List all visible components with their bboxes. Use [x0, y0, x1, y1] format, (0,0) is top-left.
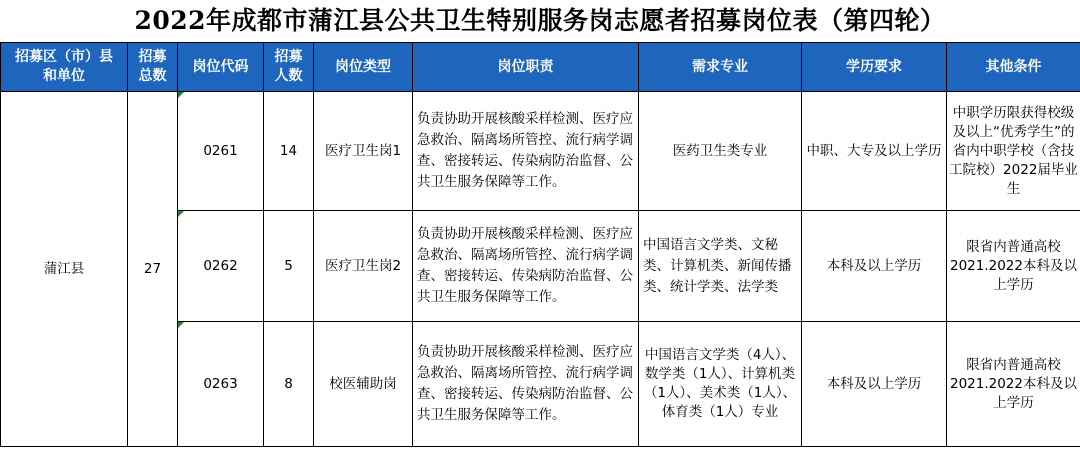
header-type: 岗位类型 — [314, 43, 413, 92]
header-unit — [1, 43, 128, 92]
major-cell: 中国语言文学类、文秘类、计算机类、新闻传播类、统计学类、法学类 — [639, 211, 802, 322]
header-other: 其他条件 — [947, 43, 1080, 92]
duty-cell: 负责协助开展核酸采样检测、医疗应急救治、隔离场所管控、流行病学调查、密接转运、传染病防治监督、公共卫生服务保障等工作。 — [413, 211, 639, 322]
major-cell: 医药卫生类专业 — [639, 92, 802, 211]
header-row — [1, 43, 1080, 92]
header-unit-label: 招募区（市）县 和单位 — [15, 49, 113, 84]
type-cell: 医疗卫生岗1 — [314, 92, 413, 211]
other-cell: 限省内普通高校2021.2022本科及以上学历 — [947, 211, 1080, 322]
code-cell: 0263 — [178, 322, 264, 447]
unit-cell: 蒲江县 — [1, 92, 128, 447]
count-cell: 5 — [264, 211, 314, 322]
code-cell: 0262 — [178, 211, 264, 322]
duty-cell: 负责协助开展核酸采样检测、医疗应急救治、隔离场所管控、流行病学调查、密接转运、传染病防治监督、公共卫生服务保障等工作。 — [413, 322, 639, 447]
type-cell: 医疗卫生岗2 — [314, 211, 413, 322]
major-cell: 中国语言文学类（4人）、数学类（1人）、计算机类（1人）、美术类（1人）、体育类（1人）专业 — [639, 322, 802, 447]
edu-cell: 本科及以上学历 — [802, 211, 947, 322]
header-duty: 岗位职责 — [413, 43, 639, 92]
other-cell: 限省内普通高校2021.2022本科及以上学历 — [947, 322, 1080, 447]
code-cell: 0261 — [178, 92, 264, 211]
duty-cell: 负责协助开展核酸采样检测、医疗应急救治、隔离场所管控、流行病学调查、密接转运、传染病防治监督、公共卫生服务保障等工作。 — [413, 92, 639, 211]
count-cell: 14 — [264, 92, 314, 211]
type-cell: 校医辅助岗 — [314, 322, 413, 447]
other-cell: 中职学历限获得校级及以上“优秀学生”的省内中职学校（含技工院校）2022届毕业生 — [947, 92, 1080, 211]
header-count — [264, 43, 314, 92]
total-cell: 27 — [128, 92, 178, 447]
header-edu: 学历要求 — [802, 43, 947, 92]
header-total-label: 招募 总数 — [138, 49, 167, 84]
header-code: 岗位代码 — [178, 43, 264, 92]
edu-cell: 中职、大专及以上学历 — [802, 92, 947, 211]
header-total — [128, 43, 178, 92]
table-row — [1, 92, 1080, 211]
header-count-label: 招募 人数 — [274, 49, 303, 84]
recruitment-table — [0, 42, 1080, 447]
page-title: 2022年成都市蒲江县公共卫生特别服务岗志愿者招募岗位表（第四轮） — [134, 6, 946, 35]
count-cell: 8 — [264, 322, 314, 447]
header-major: 需求专业 — [639, 43, 802, 92]
edu-cell: 本科及以上学历 — [802, 322, 947, 447]
